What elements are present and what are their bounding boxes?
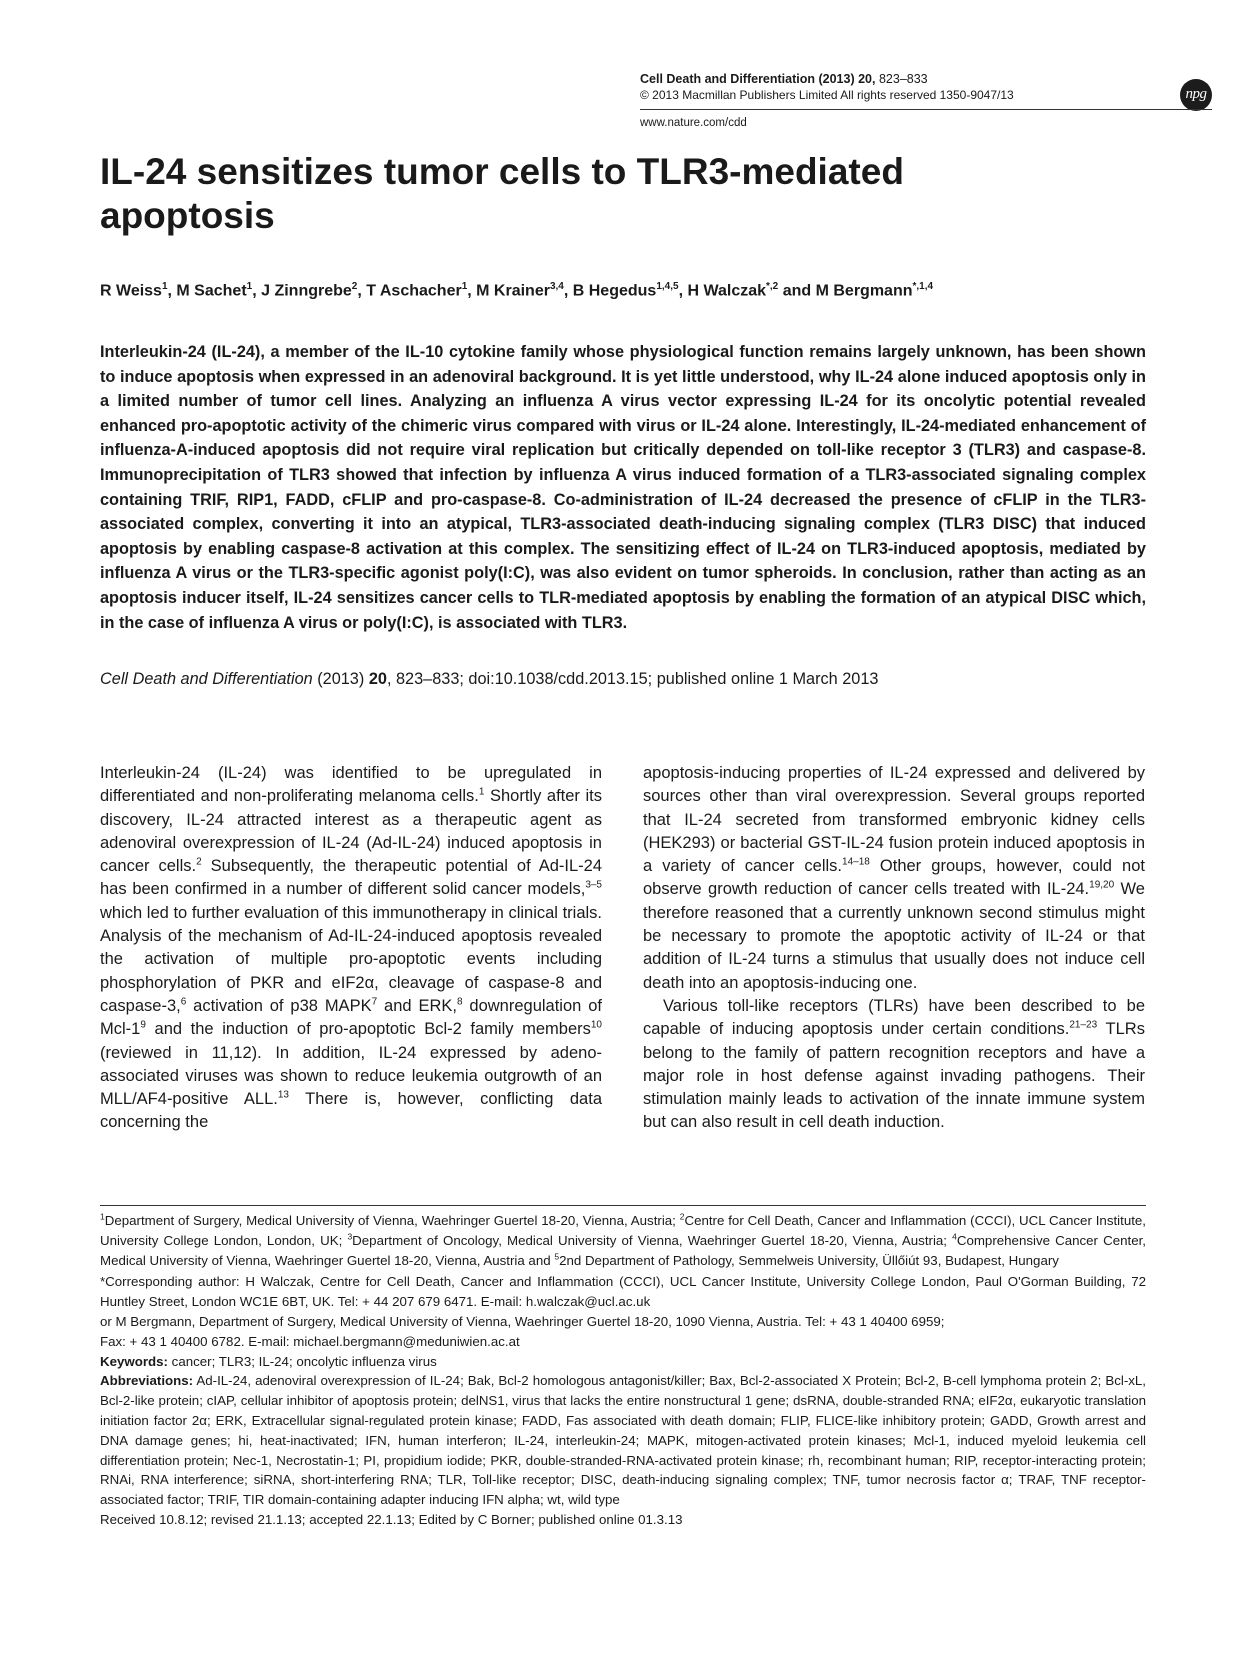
abbreviations-label: Abbreviations: — [100, 1373, 194, 1389]
author-affiliation: *,2 — [766, 281, 779, 292]
npg-logo: npg — [1180, 79, 1212, 111]
author-affiliation: 1 — [161, 281, 168, 292]
corresponding-author-2: or M Bergmann, Department of Surgery, Medical University of Vienna, Waehringer Guertel 18-20, 1090 Vienna, Austria. Tel: + 43 1 40400 6959; — [100, 1313, 945, 1329]
reference-superscript: 4 — [952, 1231, 957, 1242]
author-name: H Walczak — [687, 282, 767, 300]
reference-superscript: 6 — [180, 996, 187, 1008]
received-dates: Received 10.8.12; revised 21.1.13; accepted 22.1.13; Edited by C Borner; published online 01.3.13 — [100, 1511, 683, 1527]
body-paragraph: apoptosis-inducing properties of IL-24 expressed and delivered by sources other than viral overexpression. Several groups reported that IL-24 secreted from transformed embryonic kidney cells (HEK293) or bacterial GST-IL-24 fusion protein induced apoptosis in a variety of cancer cells.$^{14-18}$ Other groups, however, could not observe growth reduction of cancer cells treated with IL-24.$^{19,20}$ We therefore reasoned that a currently unknown second stimulus might be necessary to promote the apoptotic activity of IL-24 or that addition of IL-24 turns a stimulus that usually does not induce cell death into an apoptosis-inducing one. — [643, 764, 1145, 992]
footnote-rule — [100, 1205, 1146, 1206]
author-name: R Weiss — [100, 282, 162, 300]
journal-name: Cell Death and Differentiation (2013) 20, — [640, 72, 876, 86]
reference-superscript: 14–18 — [842, 856, 870, 868]
affiliations: $^1$Department of Surgery, Medical University of Vienna, Waehringer Guertel 18-20, Vienna, Austria; $^2$Centre for Cell Death, Cancer and Inflammation (CCCI), UCL Cancer Institute, University College London, London, UK; $^3$Department of Oncology, Medical University of Vienna, Waehringer Guertel 18-20, Vienna, Austria; $^4$Comprehensive Cancer Center, Medical University of Vienna, Waehringer Guertel 18-20, Vienna, Austria and $^5$2nd Department of Pathology, Semmelweis University, Üllőiút 93, Budapest, Hungary — [100, 1211, 1147, 1268]
author-name: M Krainer — [476, 282, 550, 300]
reference-superscript: 9 — [140, 1019, 146, 1031]
reference-superscript: 7 — [371, 996, 378, 1008]
reference-superscript: 2 — [679, 1211, 685, 1222]
abbreviations — [100, 1371, 1146, 1510]
fax-email: Fax: + 43 1 40400 6782. E-mail: michael.bergmann@meduniwien.ac.at — [100, 1333, 520, 1349]
article-citation — [100, 667, 1146, 691]
reference-superscript: 5 — [554, 1251, 560, 1262]
citation-journal: Cell Death and Differentiation — [100, 670, 313, 688]
author-affiliation: 1,4,5 — [656, 281, 679, 292]
author-affiliation: 2 — [351, 281, 358, 292]
journal-copyright: © 2013 Macmillan Publishers Limited All rights reserved 1350-9047/13 — [640, 88, 1014, 102]
body-column-left — [100, 762, 602, 1135]
citation-rest: , 823–833; doi:10.1038/cdd.2013.15; published online 1 March 2013 — [386, 670, 879, 688]
journal-citation-line — [640, 72, 1110, 87]
author-affiliation: 3,4 — [549, 281, 564, 292]
article-title: IL-24 sensitizes tumor cells to TLR3-mediated apoptosis — [100, 151, 904, 236]
citation-volume: 20 — [368, 670, 387, 688]
reference-superscript: 3–5 — [585, 879, 602, 891]
keywords — [100, 1352, 1146, 1372]
author-name: J Zinngrebe — [261, 282, 352, 300]
reference-superscript: 1 — [478, 786, 485, 798]
body-paragraph: Interleukin-24 (IL-24) was identified to be upregulated in differentiated and non-proliferating melanoma cells.$^1$ Shortly after its discovery, IL-24 attracted interest as a therapeutic agent as adenoviral overexpression of IL-24 (Ad-IL-24) induced apoptosis in cancer cells.$^2$ Subsequently, the therapeutic potential of Ad-IL-24 has been confirmed in a number of different solid cancer models,$^{3-5}$ which led to further evaluation of this immunotherapy in clinical trials. Analysis of the mechanism of Ad-IL-24-induced apoptosis revealed the activation of multiple pro-apoptotic events including phosphorylation of PKR and eIF2α, cleavage of caspase-8 and caspase-3,$^6$ activation of p38 MAPK$^7$ and ERK,$^8$ downregulation of Mcl-$1^9$ and the induction of pro-apoptotic Bcl-2 family members$^{10}$ (reviewed in 11,12). In addition, IL-24 expressed by adeno-associated viruses was shown to reduce leukemia outgrowth of an MLL/AF4-positive ALL.$^{13}$ There is, however, conflicting data concerning the — [100, 764, 603, 1132]
author-name: M Bergmann — [815, 282, 913, 300]
journal-pages: 823–833 — [878, 72, 928, 86]
author-affiliation: 1 — [461, 281, 468, 292]
reference-superscript: 8 — [456, 996, 463, 1008]
citation-year: (2013) — [312, 670, 369, 688]
reference-superscript: 2 — [196, 856, 202, 868]
reference-superscript: 1 — [100, 1211, 105, 1222]
reference-superscript: 21–23 — [1069, 1019, 1098, 1031]
keywords-text: cancer; TLR3; IL-24; oncolytic influenza virus — [167, 1353, 437, 1369]
reference-superscript: 3 — [347, 1231, 353, 1242]
author-name: B Hegedus — [572, 282, 657, 300]
header-rule — [640, 109, 1212, 110]
corresponding-author: *Corresponding author: H Walczak, Centre for Cell Death, Cancer and Inflammation (CCCI), UCL Cancer Institute, University College London, Paul O'Gorman Building, 72 Huntley Street, London WC1E 6BT, UK. Tel: + 44 207 679 6471. E-mail: h.walczak@ucl.ac.uk — [100, 1274, 1146, 1310]
author-affiliation: 1 — [246, 281, 253, 292]
keywords-label: Keywords: — [100, 1353, 168, 1369]
body-column-right — [643, 762, 1145, 1135]
journal-header — [640, 72, 1110, 103]
author-name: M Sachet — [176, 282, 247, 300]
footnotes — [100, 1211, 1146, 1530]
author-list: R Weiss$^1$, M Sachet$^1$, J Zinngrebe$^2$, T Aschacher$^1$, M Krainer$^{3,4}$, B Hegedus$^{1,4,5}$, H Walczak$^{*,2}$ and M Bergmann$^{*,1,4}$ — [100, 281, 934, 300]
abstract: Interleukin-24 (IL-24), a member of the IL-10 cytokine family whose physiological function remains largely unknown, has been shown to induce apoptosis when expressed in an adenoviral background. It is yet little understood, why IL-24 alone induced apoptosis only in a limited number of tumor cell lines. Analyzing an influenza A virus vector expressing IL-24 for its oncolytic potential revealed enhanced pro-apoptotic activity of the chimeric virus compared with virus or IL-24 alone. Interestingly, IL-24-mediated enhancement of influenza-A-induced apoptosis did not require viral replication but critically depended on toll-like receptor 3 (TLR3) and caspase-8. Immunoprecipitation of TLR3 showed that infection by influenza A virus induced formation of a TLR3-associated signaling complex containing TRIF, RIP1, FADD, cFLIP and pro-caspase-8. Co-administration of IL-24 decreased the presence of cFLIP in the TLR3-associated complex, converting it into an atypical, TLR3-associated death-inducing signaling complex (TLR3 DISC) that induced apoptosis by enabling caspase-8 activation at this complex. The sensitizing effect of IL-24 on TLR3-induced apoptosis, mediated by influenza A virus or the TLR3-specific agonist poly(I:C), was also evident on tumor spheroids. In conclusion, rather than acting as an apoptosis inducer itself, IL-24 sensitizes cancer cells to TLR-mediated apoptosis by enabling the formation of an atypical DISC which, in the case of influenza A virus or poly(I:C), is associated with TLR3. — [100, 343, 1146, 632]
author-affiliation: *,1,4 — [912, 281, 934, 292]
reference-superscript: 13 — [277, 1089, 289, 1101]
abbreviations-text: Ad-IL-24, adenoviral overexpression of IL-24; Bak, Bcl-2 homologous antagonist/killer; Bax, Bcl-2-associated X Protein; Bcl-2, B-cell lymphoma protein 2; Bcl-xL, Bcl-2-like protein; cIAP, cellular inhibitor of apoptosis protein; delNS1, virus that lacks the entire nonstructural 1 gene; dsRNA, double-stranded RNA; eIF2α, eukaryotic translation initiation factor 2α; ERK, Extracellular signal-regulated protein kinase; FADD, Fas associated with death domain; FLIP, FLICE-like inhibitory protein; GADD, Growth arrest and DNA damage genes; hi, heat-inactivated; IFN, human interferon; IL-24, interleukin-24; MAPK, mitogen-activated protein kinases; Mcl-1, induced myeloid leukemia cell differentiation protein; Nec-1, Necrostatin-1; PI, propidium iodide; PKR, double-stranded-RNA-activated protein kinase; rh, recombinant human; RIP, receptor-interacting protein; RNAi, RNA interference; siRNA, short-interfering RNA; TLR, Toll-like receptor; DISC, death-inducing signaling complex; TNF, tumor necrosis factor α; TRAF, TNF receptor-associated factor; TRIF, TIR domain-containing adapter inducing IFN alpha; wt, wild type — [100, 1373, 1146, 1508]
reference-superscript: 19,20 — [1089, 879, 1115, 891]
reference-superscript: 10 — [590, 1019, 602, 1031]
journal-url[interactable]: www.nature.com/cdd — [640, 117, 747, 129]
author-name: T Aschacher — [366, 282, 462, 300]
body-paragraph: Various toll-like receptors (TLRs) have been described to be capable of inducing apoptosis under certain conditions.$^{21-23}$ TLRs belong to the family of pattern recognition receptors and have a major role in host defense against invading pathogens. Their stimulation mainly leads to activation of the innate immune system but can also result in cell death induction. — [643, 996, 1145, 1132]
